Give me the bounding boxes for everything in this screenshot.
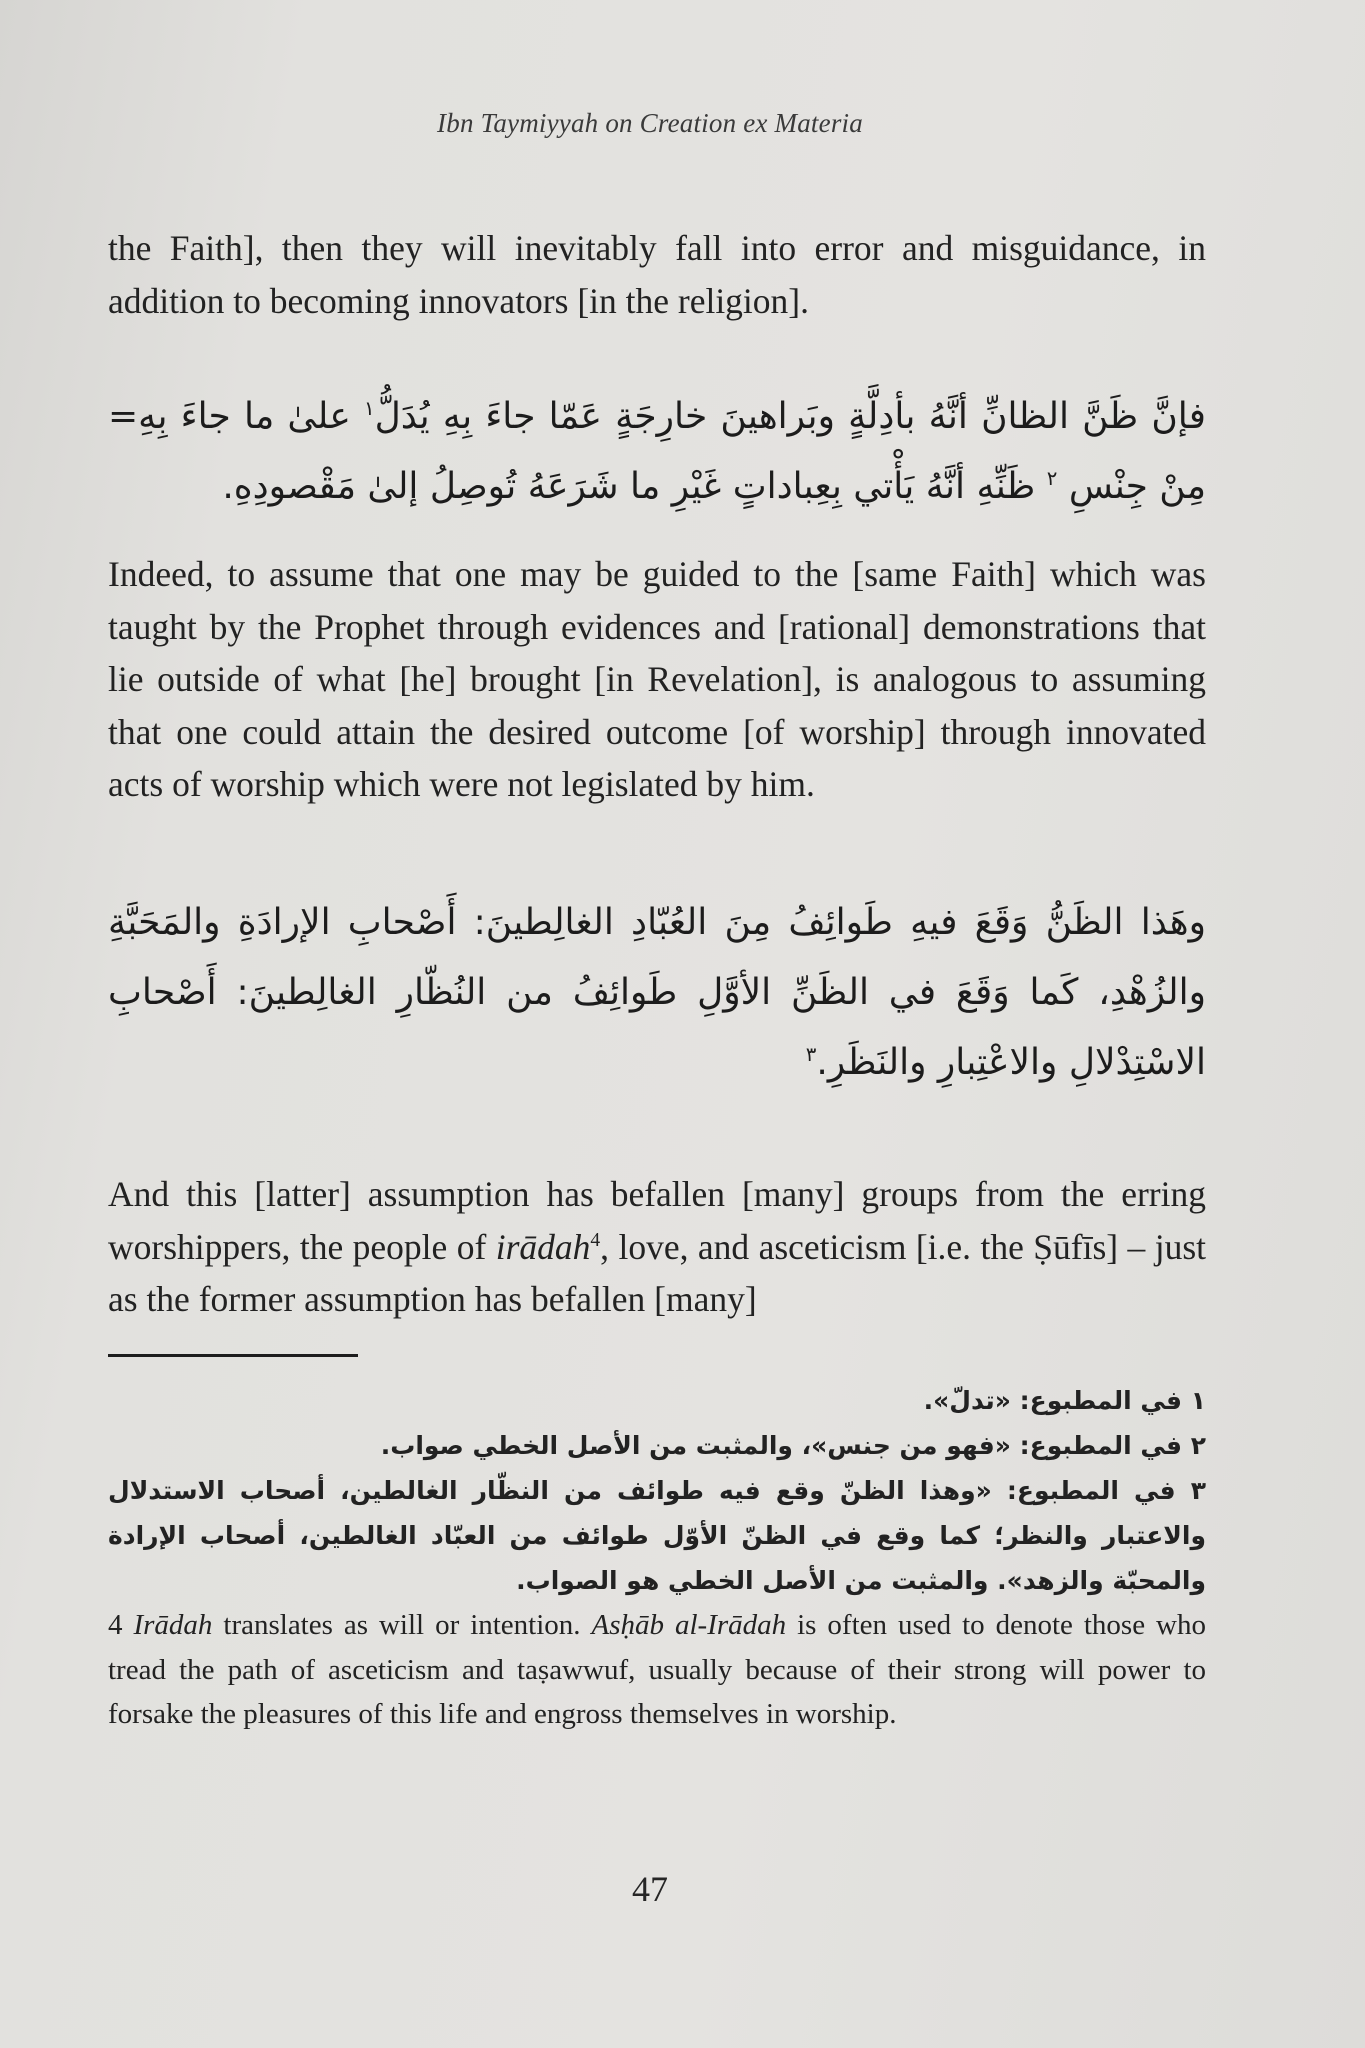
footnote-ref-2[interactable]: ٢: [1046, 467, 1058, 490]
footnote-1: ١ في المطبوع: «تدلّ».: [923, 1386, 1206, 1415]
paragraph-text: [108, 1168, 1206, 1326]
page-number: 47: [632, 1869, 668, 1909]
arabic-text-part: ظَنِّهِ أنَّهُ يَأْتي بِعِباداتٍ غَيْرِ ما شَرَعَهُ تُوصِلُ إلىٰ مَقْصودِهِ.: [222, 466, 1047, 507]
text-part: And this [latter] assumption has befallen [many] groups from the erring worshippers, the people of: [108, 1174, 1206, 1267]
footnote-ref-1[interactable]: ١: [363, 397, 375, 420]
text-part: is often used to denote those who tread the path of asceticism and taṣawwuf, usually because of their strong will power to forsake the pleasures of this life and engross themselves in worship.: [108, 1609, 1206, 1730]
text-part: translates as will or intention.: [212, 1609, 592, 1641]
footnote-ref-4[interactable]: 4: [590, 1229, 601, 1251]
footnote-3: ٣ في المطبوع: «وهذا الظنّ وقع فيه طوائف من النظّار الغالطين، أصحاب الاستدلال والاعتبار والنظر؛ كما وقع في الظنّ الأوّل طوائف من العبّاد الغالطين، أصحاب الإرادة والمحبّة والزهد». والمثبت من الأصل الخطي هو الصواب.: [108, 1476, 1206, 1595]
arabic-text-part: علىٰ ما جاءَ بِهِ= مِنْ جِنْسِ: [108, 396, 1206, 507]
footnote-ref-3[interactable]: ٣: [805, 1043, 817, 1066]
paragraph-english-2: [108, 548, 1206, 811]
italic-term: Asḥāb al-Irādah: [591, 1609, 787, 1641]
arabic-text-part: وهَذا الظَنُّ وَقَعَ فيهِ طَوائِفُ مِنَ العُبّادِ الغالِطينَ: أَصْحابِ الإرادَةِ والمَحَبَّةِ والزُهْدِ، كَما وَقَعَ في الظَنِّ الأوَّلِ طَوائِفُ من النُظّارِ الغالِطينَ: أَصْحابِ الاسْتِدْلالِ والاعْتِبارِ والنَظَرِ.: [108, 902, 1206, 1083]
footnote-divider: [108, 1354, 358, 1357]
footnote-4: [108, 1603, 1206, 1737]
paragraph-text: Indeed, to assume that one may be guided to the [same Faith] which was taught by the Prophet through evidences and [rational] demonstrations that lie outside of what [he] brought [in Revelation], is analogous to assuming that one could attain the desired outcome [of worship] through innovated acts of worship which were not legislated by him.: [108, 554, 1206, 804]
italic-term: Irādah: [133, 1609, 213, 1641]
footnote-2: ٢ في المطبوع: «فهو من جنس»، والمثبت من الأصل الخطي صواب.: [380, 1431, 1206, 1460]
running-head: Ibn Taymiyyah on Creation ex Materia: [437, 108, 863, 138]
footnote-number: 4: [108, 1609, 134, 1641]
text-part: , love, and asceticism [i.e. the Ṣūfīs] – just as the former assumption has befallen [many]: [108, 1226, 1206, 1319]
arabic-text-part: فإنَّ ظَنَّ الظانِّ أنَّهُ بأدِلَّةٍ وبَراهينَ خارِجَةٍ عَمّا جاءَ بِهِ يُدَلُّ: [374, 396, 1206, 437]
paragraph-english-3: [108, 1168, 1206, 1326]
paragraph-arabic-2: [108, 888, 1206, 1098]
italic-term: irādah: [495, 1226, 591, 1267]
paragraph-arabic-1: [108, 382, 1206, 522]
paragraph-text: the Faith], then they will inevitably fall into error and misguidance, in addition to becoming innovators [in the religion].: [108, 228, 1206, 321]
arabic-text: [108, 382, 1206, 522]
arabic-text: [108, 888, 1206, 1098]
footnotes: [108, 1378, 1206, 1737]
paragraph-english-1: [108, 222, 1206, 327]
